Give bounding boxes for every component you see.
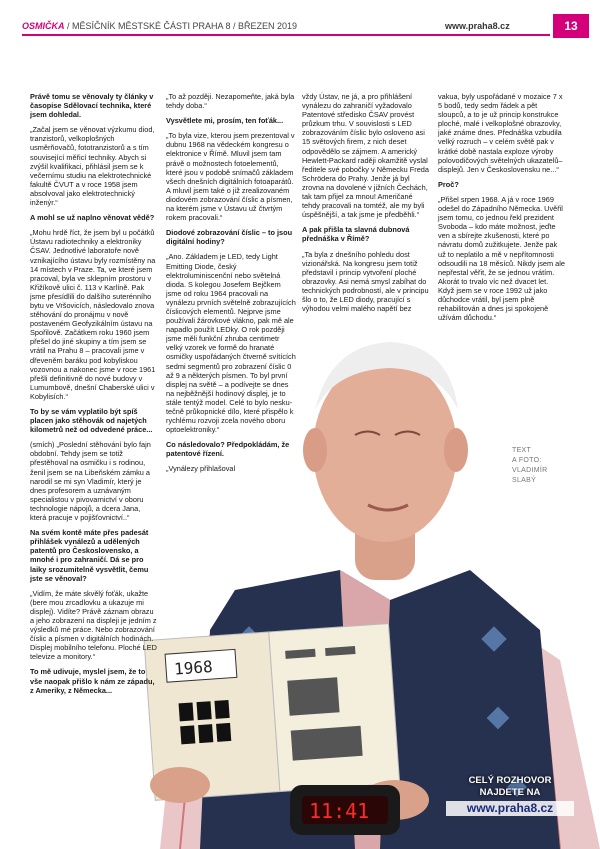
header-masthead	[22, 21, 297, 31]
answer-paragraph: „Vidím, že máte skvělý foťák, ukažte (bere mou zrcadlovku a ukazuje mi displej). Vidíte? Právě záznam obrazu a jeho zobrazení na displeji je jedním z výsledků mé práce. Nebo zobrazování číslic a písmen v digitálních hodinách. Displej mobilního telefonu. Ploché LED televize a monitory.“	[30, 588, 157, 662]
question-paragraph: Proč?	[438, 179, 459, 189]
answer-paragraph: (smích) „Poslední stěhování bylo fajn obdobní. Tehdy jsem se totiž přestěhoval na osmičku i s rodinou, ženil jsem se na Libeňském zámku a narodil se mi syn Vladimír, který je dnes profesorem a uznávaným specialistou v pivovarnictví v oboru technologie nápojů, a dcera Jana, která pracuje v pojišťovnictví..“	[30, 440, 151, 523]
promo-line-2: NAJDETE NA	[479, 787, 541, 798]
answer-paragraph: vždy Ústav, ne já, a pro přihlášení vynálezu do zahraničí vyžadovalo Patentové středisko ČSAV provést průzkum trhu. V souvislosti s LED zobrazováním číslic bylo osloveno asi 15 světových firem, z nich deset odpovědělo se zájmem. A americký Hewlett-Packard raději okamžitě vyslal ředitele své pobočky v Německu Freda Schrödera do Prahy. Jenže já byl zrovna na dovolené v jižních Čechách, tak tam přijel za mnou! Američané tehdy pracovali na tomtéž, ale my byli úspěšnější, a tak jsme je předběhli.“	[302, 92, 429, 220]
promo-url[interactable]: www.praha8.cz	[446, 801, 574, 816]
answer-paragraph: „Mohu hrdě říct, že jsem byl u počátků Ústavu radiotechniky a elektroniky ČSAV. Jednotlivé laboratoře nově vznikajícího ústavu byly rozmístěny na 14 místech v Praze. Ta, ve které jsem pracoval, byla ve sklepním prostoru v Křižíkově ulici č. 113 v Karlíně. Pak jsme přesídlili do dalšího suterénního bytu ve Vršovicích, následovalo znova stěhování do pronájmu v nově postaveném Geofyzikálním ústavu na Spořilově. Začátkem roku 1960 jsem přešel do jiné skupiny a tím jsem se vrátil na Prahu 8 – pracovali jsme v dřeveněm baráku pod kobyliskou vozovnou a nakonec jsme v roce 1961 přešli definitivně do nové budovy v Lumumbově, dnešní Chaberské ulici v Kobylisích.“	[30, 228, 156, 401]
answer-paragraph: „Ano. Základem je LED, tedy Light Emitting Diode, český elektroluminiscenční nebo světelná dioda. S kolegou Josefem Bejčkem jsme od roku 1964 pracovali na vynálezu prvních světelně zobrazujících číslicových elementů. Nejprve jsme používali žárovkové vlákno, pak mě ale napadlo použít LEDky. O rok později jsme měli funkční zhruba centimetr velký vzorek ve formě do hranaté osmičky uspořádaných čtverně svítících sedmi segmentů pro zobrazení číslic 0 až 9 a některých písmen. To byl první displej na světě – a podívejte se dnes na nejběžnější hodinový displej, je to stále tentýž model. Celé to bylo neskutečně průkopnické dílo, které přispělo k rychlému rozvoji zcela nového oboru optoelektroniky.“	[166, 252, 296, 435]
answer-paragraph: „Vynálezy přihlašoval	[166, 464, 236, 474]
article-column-1	[30, 92, 158, 701]
answer-paragraph: „Ta byla z dnešního pohledu dost vizionářská. Na kongresu jsem totiž představil i princip vytvoření ploché obrazovky. Asi nemá smysl zabíhat do technických podrobností, ale v principu šlo o to, že LED diody, pracující s výhodou velmi malého napětí bez	[302, 249, 429, 314]
book-display: 1968	[173, 656, 214, 679]
article-column-4	[438, 92, 566, 328]
page-number: 13	[553, 14, 589, 38]
question-paragraph: Právě tomu se věnovaly ty články v časopise Sdělovací technika, které jsem dohledal.	[30, 92, 154, 120]
question-paragraph: Diodové zobrazování číslic – to jsou digitální hodiny?	[166, 228, 293, 247]
question-paragraph: To by se vám vyplatilo být spíš placen jako stěhovák od najetých kilometrů než od odvedené práce...	[30, 407, 153, 435]
face	[313, 358, 457, 542]
credit-line: SLABÝ	[512, 477, 537, 484]
brand-name: OSMIČKA	[22, 21, 65, 31]
clock-display: 11:41	[309, 799, 370, 823]
promo-line-1: CELÝ ROZHOVOR	[468, 775, 552, 786]
header-divider	[22, 34, 550, 36]
credit-line: TEXT	[512, 447, 532, 454]
question-paragraph: Co následovalo? Předpokládám, že patentové řízení.	[166, 440, 290, 459]
interview-promo	[446, 775, 574, 816]
article-column-3	[302, 92, 430, 319]
question-paragraph: A pak přišla ta slavná dubnová přednáška v Římě?	[302, 225, 410, 244]
question-paragraph: To mě udivuje, myslel jsem, že to vše naopak přišlo k nám ze západu, z Ameriky, z Německa...	[30, 667, 155, 695]
page-header	[0, 0, 600, 38]
answer-paragraph: vakua, byly uspořádané v mozaice 7 x 5 bodů, tedy sedm řádek a pět sloupců, a to je už princip konstrukce ploché, malé i velkoplošné obrazovky, jaké známe dnes. Přednáška vzbudila velký rozruch – v celém světě pak v krátké době nastala exploze výroby polovodičových světelných ukazatelů–displejů. Jen v Československu ne...“	[438, 92, 563, 174]
photo-credit	[512, 446, 547, 486]
question-paragraph: Vysvětlete mi, prosím, ten foťák...	[166, 116, 284, 126]
credit-line: A FOTO:	[512, 457, 542, 464]
question-paragraph: A mohl se už naplno věnovat vědě?	[30, 213, 155, 223]
answer-paragraph: „Začal jsem se věnovat výzkumu diod, tranzistorů, velkoplošných usměrňovačů, fototranzistorů a s tím související měřicí techniky. Abych si zvýšil kvalifikaci, přihlásil jsem se k večernímu studiu na elektrotechnické fakultě ČVUT a v roce 1958 jsem absolvoval jako elektrotechnický inženýr.“	[30, 125, 155, 208]
credit-line: VLADIMÍR	[512, 467, 548, 474]
header-url[interactable]: www.praha8.cz	[445, 21, 510, 31]
issue-info: / MĚSÍČNÍK MĚSTSKÉ ČÁSTI PRAHA 8 / BŘEZEN 2019	[64, 21, 298, 31]
answer-paragraph: „To až později. Nezapomeňte, jaká byla tehdy doba.“	[166, 92, 295, 111]
question-paragraph: Na svém kontě máte přes padesát přihlášek vynálezů a udělených patentů pro Československo, a mnohé i pro zahraničí. Dá se pro laiky srozumitelně vysvětlit, čemu jste se věnoval?	[30, 528, 149, 583]
answer-paragraph: „Přišel srpen 1968. A já v roce 1969 odešel do Západního Německa. Uvěřil jsem tomu, co jednou řekl prezident Svoboda – kdo máte možnost, jeďte ven a sbírejte zkušenosti, které po návratu domů zužitkujete. Jenže pak už to neplatilo a mě v nepřítomnosti odsoudili na 18 měsíců. Nikdy jsem ale nepřestal věřit, že se jednou vrátím. Akorát to trvalo víc než dvacet let. Když jsem se v roce 1992 už jako důchodce vrátil, byl jsem plně rehabilitován a dnes jsi spokojeně užívám důchodu.“	[438, 194, 565, 323]
answer-paragraph: „To byla vize, kterou jsem prezentoval v dubnu 1968 na vědeckém kongresu o elektronice v Římě. Mluvil jsem tam právě o možnostech fotoelementů, které jsou v podobě snímačů základem všech dnešních digitálních fotoaparátů. A mluvil jsem také o již zrealizovaném diodovém zobrazování číslic a písmen, na kterém jsme v Ústavu už čtvrtým rokem pracovali.“	[166, 131, 295, 223]
article-column-2	[166, 92, 297, 480]
led-clock	[290, 785, 400, 835]
